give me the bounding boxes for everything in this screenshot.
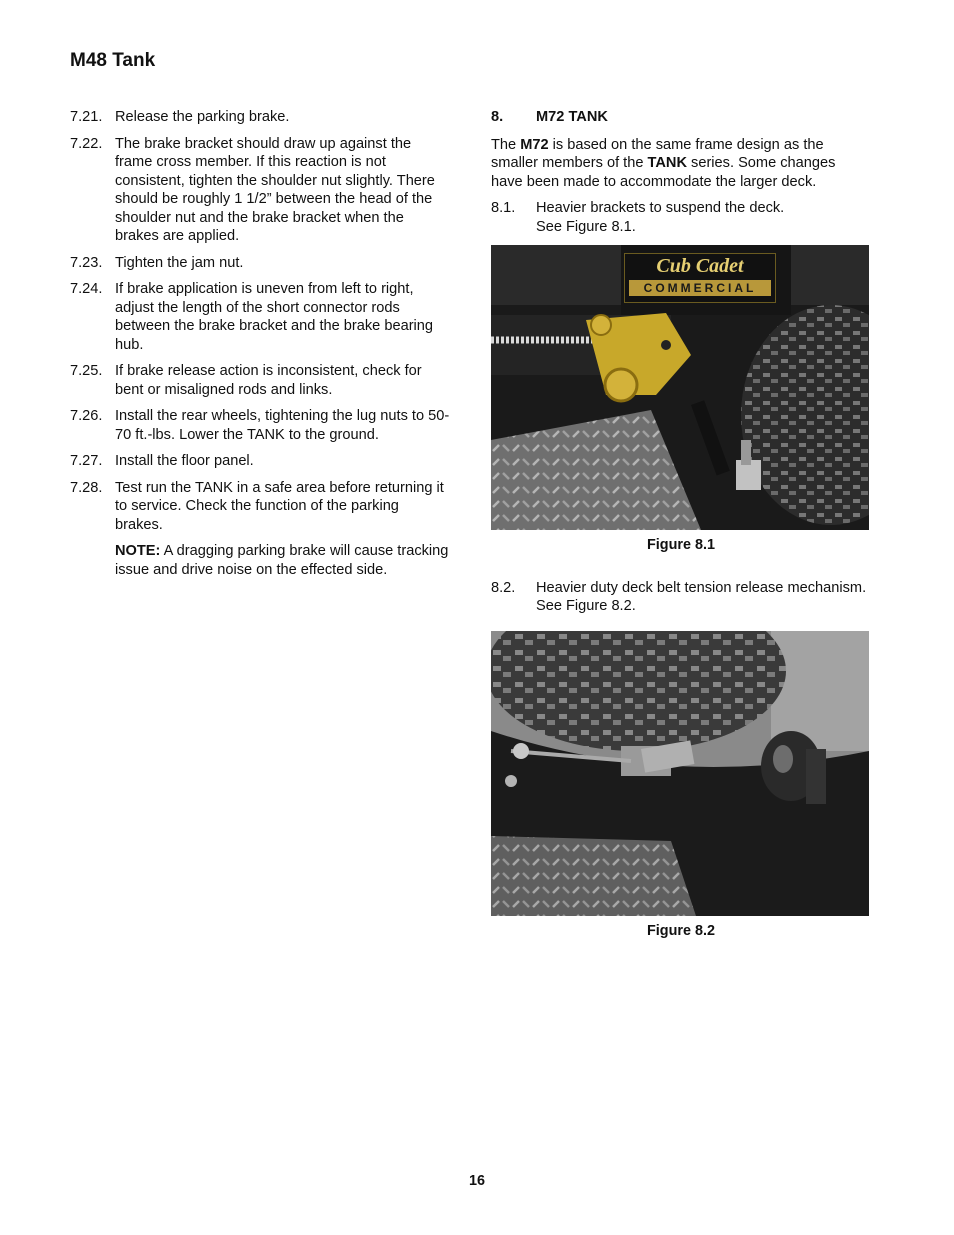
list-item	[70, 135, 450, 246]
figure-caption: Figure 8.2	[647, 922, 715, 939]
item-text-line: See Figure 8.1.	[536, 218, 636, 235]
figure-caption: Figure 8.1	[647, 537, 715, 553]
item-text: If brake release action is inconsistent, check for bent or misaligned rods and links.	[115, 363, 422, 398]
item-text	[536, 199, 871, 236]
list-item	[70, 407, 450, 444]
logo-sub: COMMERCIAL	[629, 280, 771, 296]
note	[115, 542, 450, 579]
cub-cadet-logo	[624, 253, 776, 303]
page-number: 16	[468, 1173, 485, 1189]
figure-8-2-photo	[491, 631, 869, 916]
item-number: 7.22.	[70, 135, 103, 152]
list-item	[491, 199, 871, 236]
item-number: 8.1.	[491, 200, 516, 216]
item-number: 7.27.	[70, 453, 103, 469]
intro-bold-model: M72	[520, 136, 549, 153]
item-number: 7.28.	[70, 479, 103, 496]
section-title: M72 TANK	[536, 109, 608, 125]
logo-brand: Cub Cadet	[656, 255, 744, 277]
intro-paragraph	[491, 136, 871, 192]
list-item	[70, 452, 450, 471]
item-text: Heavier duty deck belt tension release mechanism. See Figure 8.2.	[536, 579, 867, 614]
item-number: 7.23.	[70, 254, 103, 271]
section-heading	[491, 108, 871, 127]
list-item	[70, 254, 450, 273]
item-text: Test run the TANK in a safe area before returning it to service. Check the function of the parking brakes.	[115, 479, 444, 533]
item-text: Release the parking brake.	[115, 109, 290, 125]
list-item	[70, 108, 450, 127]
item-text: The brake bracket should draw up against the frame cross member. If this reaction is not consistent, tighten the shoulder nut slightly. There should be roughly 1 1/2” between the head of the shoulder nut and the brake bracket when the brakes are applied.	[115, 135, 435, 244]
deck-belt-release-photo	[491, 631, 869, 916]
item-text: Tighten the jam nut.	[115, 254, 244, 271]
item-number: 7.25.	[70, 363, 103, 379]
intro-text: The	[491, 136, 521, 153]
item-text: Install the floor panel.	[115, 453, 254, 469]
item-number: 8.2.	[491, 579, 516, 596]
intro-text: series. Some changes have been made to accommodate the larger deck.	[491, 155, 836, 190]
intro-bold-series: TANK	[647, 155, 687, 171]
figure-8-1-photo	[491, 245, 869, 530]
item-text-line: Heavier brackets to suspend the deck.	[536, 200, 785, 216]
list-item	[70, 479, 450, 535]
list-item	[70, 362, 450, 399]
item-number: 7.21.	[70, 109, 103, 125]
left-column	[70, 108, 450, 579]
item-number: 7.24.	[70, 281, 103, 297]
right-column	[491, 108, 871, 940]
note-text: A dragging parking brake will cause tracking issue and drive noise on the effected side.	[115, 543, 449, 578]
item-text: Install the rear wheels, tightening the lug nuts to 50-70 ft.-lbs. Lower the TANK to the ground.	[115, 408, 450, 443]
section-number: 8.	[491, 109, 504, 125]
note-label: NOTE:	[115, 543, 161, 559]
item-text: If brake application is uneven from left to right, adjust the length of the short connector rods between the brake bracket and the brake bearing hub.	[115, 281, 434, 353]
item-number: 7.26.	[70, 408, 103, 424]
list-item	[70, 280, 450, 354]
page-title: M48 Tank	[70, 50, 156, 71]
list-item	[491, 579, 871, 616]
intro-text: is based on the same frame design as the smaller members of the	[491, 136, 824, 171]
